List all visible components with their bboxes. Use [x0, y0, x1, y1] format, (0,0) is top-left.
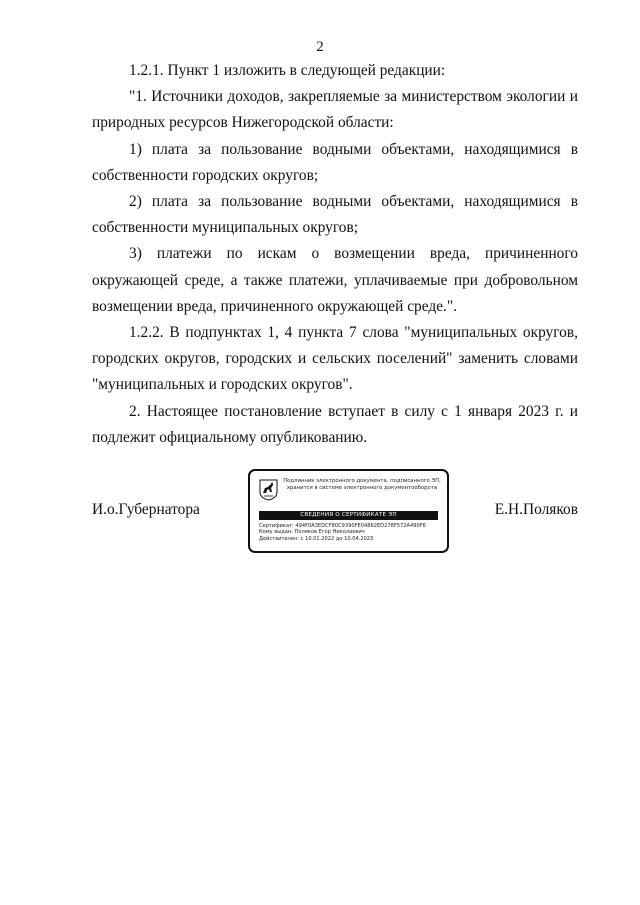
document-body [92, 58, 578, 451]
signer-position: И.о.Губернатора [92, 501, 200, 518]
stamp-details [259, 523, 441, 542]
page-number: 2 [316, 39, 324, 55]
paragraph: 1) плата за пользование водными объектами, находящимися в собственности городских округов; [92, 140, 578, 184]
paragraph: "1. Источники доходов, закрепляемые за министерством экологии и природных ресурсов Нижегородской области: [92, 88, 578, 132]
stamp-header-line: хранится в системе электронного документооборота [286, 485, 438, 491]
stamp-validity: Действителен: с 10.01.2022 до 10.04.2023 [259, 535, 374, 542]
paragraph: 2) плата за пользование водными объектами, находящимися в собственности муниципальных округов; [92, 193, 578, 237]
stamp-issued-to: Кому выдан: Поляков Егор Николаевич [259, 529, 365, 536]
paragraph: 1.2.1. Пункт 1 изложить в следующей редакции: [129, 62, 446, 79]
paragraph: 3) платежи по искам о возмещении вреда, причиненного окружающей среде, а также платежи, уплачиваемые при добровольном возмещении вреда, причиненного окружающей среде.". [92, 245, 578, 315]
stamp-header-line: Подлинник электронного документа, подписанного ЭП, [283, 478, 441, 484]
electronic-signature-stamp [248, 469, 449, 553]
signature-block [92, 466, 578, 556]
signer-name: Е.Н.Поляков [494, 501, 578, 518]
stamp-band-title: СВЕДЕНИЯ О СЕРТИФИКАТЕ ЭП [259, 511, 438, 520]
stamp-certificate: Сертификат: 494F0A3EDCF80C9390FE04862ED278F572A490F6 [259, 523, 426, 529]
deer-emblem-icon [259, 479, 278, 501]
paragraph: 2. Настоящее постановление вступает в силу с 1 января 2023 г. и подлежит официальному опубликованию. [92, 402, 578, 446]
paragraph: 1.2.2. В подпунктах 1, 4 пункта 7 слова "муниципальных округов, городских округов, городских и сельских поселений" заменить словами "муниципальных и городских округов". [92, 324, 578, 394]
stamp-header [282, 478, 442, 492]
